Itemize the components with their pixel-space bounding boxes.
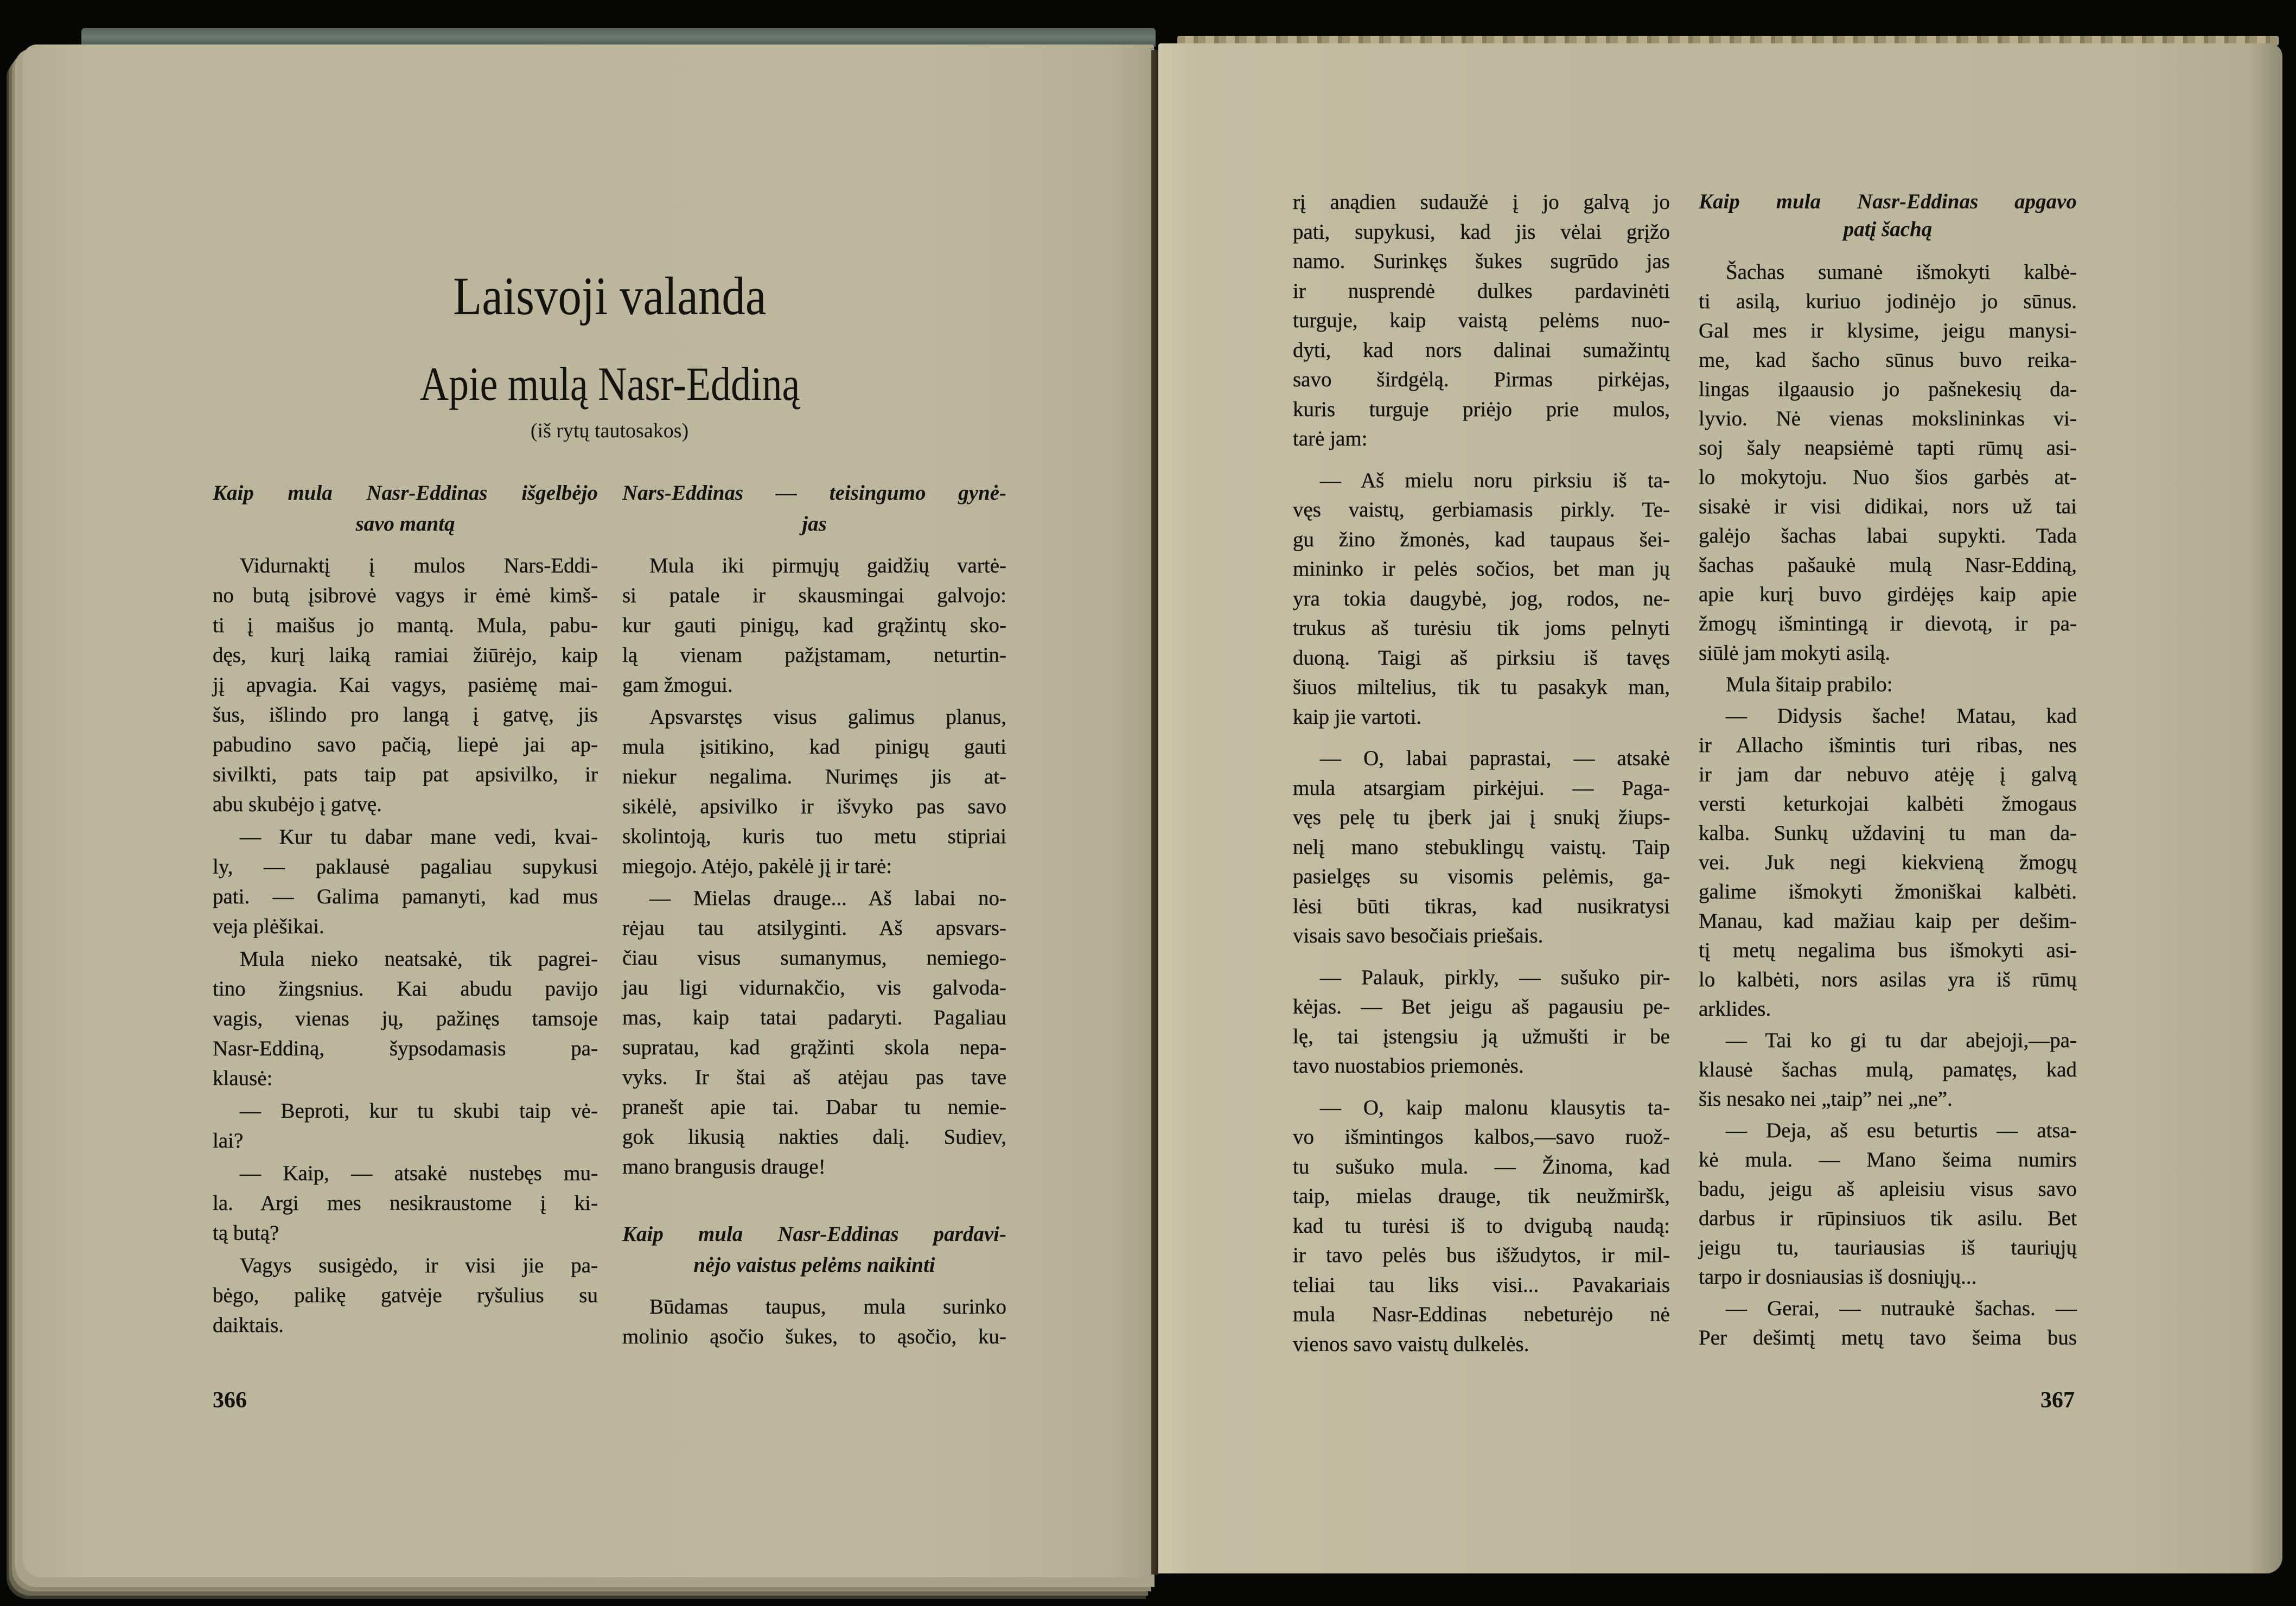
text-line: bėgo, palikę gatvėje ryšulius su bbox=[213, 1284, 598, 1307]
text-line: lingas ilgaausio jo pašnekesių da- bbox=[1699, 378, 2077, 401]
text-line: — Beproti, kur tu skubi taip vė- bbox=[240, 1099, 598, 1123]
right-page-column-1 bbox=[1293, 188, 1670, 1359]
text-line: sisakė ir visi didikai, nors už tai bbox=[1699, 495, 2077, 518]
paragraph bbox=[1699, 1026, 2077, 1114]
text-line: Šachas sumanė išmokyti kalbė- bbox=[1726, 260, 2077, 284]
paragraph bbox=[1699, 670, 2077, 699]
text-line: lo kalbėti, nors asilas yra iš rūmų bbox=[1699, 968, 2077, 991]
left-page-column-2 bbox=[622, 477, 1006, 1352]
book-cover-edge bbox=[81, 28, 1156, 47]
text-line: duoną. Taigi aš pirksiu iš tavęs bbox=[1293, 646, 1670, 670]
text-line: apie kurį buvo girdėjęs kaip apie bbox=[1699, 583, 2077, 606]
heading-line: nėjo vaistus pelėms naikinti bbox=[693, 1253, 935, 1277]
text-line: namo. Surinkęs šukes sugrūdo jas bbox=[1293, 250, 1670, 273]
text-line: si patale ir skausmingai galvojo: bbox=[622, 584, 1006, 607]
text-line: Per dešimtį metų tavo šeima bus bbox=[1699, 1326, 2077, 1349]
text-line: gu žino žmonės, kad taupaus šei- bbox=[1293, 527, 1670, 551]
story-heading bbox=[622, 1219, 1006, 1280]
text-line: daiktais. bbox=[213, 1314, 284, 1337]
text-line: arklides. bbox=[1699, 997, 1771, 1021]
text-line: no butą įsibrovė vagys ir ėmė kimš- bbox=[213, 584, 598, 607]
paragraph bbox=[1293, 1093, 1670, 1360]
text-line: mininko ir pelės sočios, bet man jų bbox=[1293, 557, 1670, 581]
paragraph bbox=[622, 883, 1006, 1182]
text-line: mula atsargiam pirkėjui. — Paga- bbox=[1293, 776, 1670, 800]
text-line: miegojo. Atėjo, pakėlė jį ir tarė: bbox=[622, 855, 892, 878]
heading-line: Kaip mula Nasr-Eddinas išgelbėjo bbox=[213, 481, 598, 505]
text-line: gam žmogui. bbox=[622, 673, 733, 697]
text-line: dyti, kad nors dalinai sumažintų bbox=[1293, 338, 1670, 362]
heading-line: savo mantą bbox=[355, 512, 455, 536]
text-line: gok likusią nakties dalį. Sudiev, bbox=[622, 1125, 1006, 1149]
text-line: mula Nasr-Eddinas nebeturėjo nė bbox=[1293, 1303, 1670, 1326]
text-line: dęs, kurį laiką ramiai žiūrėjo, kaip bbox=[213, 643, 598, 667]
text-line: kalba. Sunkų uždavinį tu man da- bbox=[1699, 821, 2077, 845]
text-line: soj šaly neapsiėmė tapti rūmų asi- bbox=[1699, 436, 2077, 460]
text-line: Vidurnaktį į mulos Nars-Eddi- bbox=[240, 554, 598, 577]
text-line: pati, supykusi, kad jis vėlai grįžo bbox=[1293, 220, 1670, 244]
text-line: vyks. Ir štai aš atėjau pas tave bbox=[622, 1066, 1006, 1089]
page-number-right: 367 bbox=[2040, 1388, 2075, 1413]
text-line: mula įsitikino, kad pinigų gauti bbox=[622, 735, 1006, 759]
text-line: ir tavo pelės bus išžudytos, ir mil- bbox=[1293, 1244, 1670, 1267]
article-title bbox=[213, 358, 1006, 411]
text-line: badu, jeigu aš apleisiu visus savo bbox=[1699, 1177, 2077, 1201]
text-line: jeigu tu, tauriausias iš tauriųjų bbox=[1699, 1236, 2077, 1259]
text-line: me, kad šacho sūnus buvo reika- bbox=[1699, 348, 2077, 372]
story-heading bbox=[213, 477, 598, 539]
book-spine bbox=[1151, 50, 1158, 1575]
text-line: šiuos miltelius, tik tu pasakyk man, bbox=[1293, 675, 1670, 699]
text-line: tarė jam: bbox=[1293, 427, 1368, 450]
text-line: trukus aš turėsiu tik joms pelnyti bbox=[1293, 616, 1670, 640]
text-line: — Mielas drauge... Aš labai no- bbox=[649, 887, 1006, 910]
text-line: Gal mes ir klysime, jeigu manysi- bbox=[1699, 319, 2077, 342]
text-line: pasielgęs su visomis pelėmis, ga- bbox=[1293, 865, 1670, 888]
text-line: — O, labai paprastai, — atsakė bbox=[1320, 747, 1670, 770]
text-line: veja plėšikai. bbox=[213, 915, 324, 938]
text-line: pati. — Galima pamanyti, kad mus bbox=[213, 885, 598, 908]
text-line: kur gauti pinigų, kad grąžintų sko- bbox=[622, 614, 1006, 637]
text-line: abu skubėjo į gatvę. bbox=[213, 793, 382, 816]
text-line: lai? bbox=[213, 1129, 244, 1152]
text-line: ti į maišus jo mantą. Mula, pabu- bbox=[213, 614, 598, 637]
text-line: lę, tai įstengsiu ją užmušti ir be bbox=[1293, 1024, 1670, 1048]
text-line: Mula iki pirmųjų gaidžių vartė- bbox=[649, 554, 1006, 577]
page-number-left: 366 bbox=[213, 1388, 247, 1413]
text-line: la. Argi mes nesikraustome į ki- bbox=[213, 1191, 598, 1215]
text-line: — Deja, aš esu beturtis — atsa- bbox=[1726, 1119, 2077, 1142]
text-line: savo širdgėlą. Pirmas pirkėjas, bbox=[1293, 368, 1670, 391]
heading-line: Nars-Eddinas — teisingumo gynė- bbox=[622, 481, 1006, 505]
text-line: tarpo ir dosniausias iš dosniųjų... bbox=[1699, 1265, 1977, 1289]
source-note bbox=[213, 420, 1006, 442]
text-line: ir jam dar nebuvo atėję į galvą bbox=[1699, 763, 2077, 786]
paragraph bbox=[213, 944, 598, 1093]
text-line: tino žingsnius. Kai abudu pavijo bbox=[213, 977, 598, 1000]
text-line: — Kur tu dabar mane vedi, kvai- bbox=[240, 825, 598, 849]
text-line: galime išmokyti žmoniškai kalbėti. bbox=[1699, 880, 2077, 903]
text-line: nelį mano stebuklingų vaistų. Taip bbox=[1293, 835, 1670, 859]
heading-line: Kaip mula Nasr-Eddinas apgavo bbox=[1699, 190, 2077, 213]
section-title-text: Laisvoji valanda bbox=[452, 266, 767, 326]
text-line: taip, mielas drauge, tik neužmiršk, bbox=[1293, 1184, 1670, 1208]
text-line: ti asilą, kuriuo jodinėjo jo sūnus. bbox=[1699, 290, 2077, 313]
text-line: Mula šitaip prabilo: bbox=[1726, 673, 1893, 696]
text-line: lėsi būti tikras, kad nusikratysi bbox=[1293, 894, 1670, 918]
section-title bbox=[213, 266, 1006, 326]
text-line: molinio ąsočio šukes, to ąsočio, ku- bbox=[622, 1325, 1006, 1348]
text-line: šis nesako nei „taip” nei „ne”. bbox=[1699, 1087, 1953, 1111]
paragraph bbox=[1293, 963, 1670, 1081]
text-line: šus, išlindo pro langą į gatvę, jis bbox=[213, 703, 598, 726]
text-line: tavo nuostabios priemonės. bbox=[1293, 1054, 1524, 1078]
right-page-column-2 bbox=[1699, 188, 2077, 1353]
text-line: vei. Juk negi kiekvieną žmogų bbox=[1699, 851, 2077, 874]
text-line: šachas pašaukė mulą Nasr-Eddiną, bbox=[1699, 553, 2077, 577]
text-line: visais savo besočiais priešais. bbox=[1293, 924, 1544, 947]
text-line: rį anądien sudaužė į jo galvą jo bbox=[1293, 190, 1670, 214]
text-line: Nasr-Eddiną, šypsodamasis pa- bbox=[213, 1037, 598, 1060]
text-line: turguje, kaip vaistą pelėms nuo- bbox=[1293, 309, 1670, 332]
text-line: Apsvarstęs visus galimus planus, bbox=[649, 705, 1006, 729]
text-line: žmogų išmintingą ir dievotą, ir pa- bbox=[1699, 612, 2077, 635]
paragraph bbox=[1699, 1294, 2077, 1353]
text-line: — Didysis šache! Matau, kad bbox=[1726, 704, 2077, 728]
text-line: siūlė jam mokyti asilą. bbox=[1699, 641, 1891, 665]
text-line: vo išmintingos kalbos,—savo ruož- bbox=[1293, 1125, 1670, 1149]
text-line: supratau, kad grąžinti skola nepa- bbox=[622, 1036, 1006, 1059]
text-line: Būdamas taupus, mula surinko bbox=[649, 1295, 1006, 1318]
text-line: vienos savo vaistų dulkelės. bbox=[1293, 1332, 1529, 1356]
text-line: Manau, kad mažiau kaip per dešim- bbox=[1699, 909, 2077, 933]
text-line: — Kaip, — atsakė nustebęs mu- bbox=[240, 1162, 598, 1185]
text-line: pabudino savo pačią, liepė jai ap- bbox=[213, 733, 598, 756]
text-line: kuris turguje priėjo prie mulos, bbox=[1293, 397, 1670, 421]
text-line: lo mokytoju. Nuo šios garbės at- bbox=[1699, 466, 2077, 489]
left-page-column-1 bbox=[213, 477, 598, 1340]
story-heading bbox=[1699, 188, 2077, 243]
text-line: sikėlė, apsivilko ir išvyko pas savo bbox=[622, 795, 1006, 818]
paragraph bbox=[213, 1251, 598, 1340]
text-line: Vagys susigėdo, ir visi jie pa- bbox=[240, 1254, 598, 1277]
text-line: — O, kaip malonu klausytis ta- bbox=[1320, 1095, 1670, 1119]
text-line: versti keturkojai kalbėti žmogaus bbox=[1699, 792, 2077, 815]
text-line: rėjau tau atsilyginti. Aš apsvars- bbox=[622, 916, 1006, 940]
text-line: klausė šachas mulą, pamatęs, kad bbox=[1699, 1058, 2077, 1081]
text-line: ir nusprendė dulkes pardavinėti bbox=[1293, 279, 1670, 303]
text-line: yra tokia daugybė, jog, rodos, ne- bbox=[1293, 587, 1670, 610]
heading-line: jas bbox=[802, 512, 827, 536]
text-line: mas, kaip tatai padaryti. Pagaliau bbox=[622, 1006, 1006, 1029]
heading-line: Kaip mula Nasr-Eddinas pardavi- bbox=[622, 1222, 1006, 1246]
text-line: lyvio. Nė vienas mokslininkas vi- bbox=[1699, 407, 2077, 430]
text-line: galėjo šachas labai supykti. Tada bbox=[1699, 524, 2077, 547]
text-line: tį metų negalima bus išmokyti asi- bbox=[1699, 939, 2077, 962]
paragraph bbox=[1293, 744, 1670, 951]
text-line: ir Allacho išmintis turi ribas, nes bbox=[1699, 734, 2077, 757]
text-line: — Aš mielu noru pirksiu iš ta- bbox=[1320, 468, 1670, 492]
text-line: jį apvagia. Kai vagys, pasiėmę mai- bbox=[213, 673, 598, 697]
story-heading bbox=[622, 477, 1006, 539]
paragraph bbox=[213, 551, 598, 819]
text-line: tu sušuko mula. — Žinoma, kad bbox=[1293, 1155, 1670, 1178]
text-line: — Tai ko gi tu dar abejoji,—pa- bbox=[1726, 1029, 2077, 1052]
paragraph bbox=[1293, 466, 1670, 732]
source-note-text: (iš rytų tautosakos) bbox=[530, 419, 689, 442]
text-line: mano brangusis drauge! bbox=[622, 1155, 826, 1178]
paragraph bbox=[622, 702, 1006, 881]
heading-line: patį šachą bbox=[1843, 218, 1933, 241]
text-line: pranešt apie tai. Dabar tu nemie- bbox=[622, 1095, 1006, 1119]
text-line: kė mula. — Mano šeima numirs bbox=[1699, 1148, 2077, 1171]
text-line: vęs pelę tu įberk jai į snukį žiups- bbox=[1293, 806, 1670, 829]
text-line: teliai tau liks visi... Pavakariais bbox=[1293, 1273, 1670, 1297]
text-line: lą vienam pažįstamam, neturtin- bbox=[622, 643, 1006, 667]
text-line: darbus ir rūpinsiuos tik asilu. Bet bbox=[1699, 1207, 2077, 1230]
text-line: ly, — paklausė pagaliau supykusi bbox=[213, 855, 598, 878]
text-line: kad tu turėsi iš to dvigubą naudą: bbox=[1293, 1214, 1670, 1238]
text-line: niekur negalima. Nurimęs jis at- bbox=[622, 765, 1006, 788]
paragraph bbox=[213, 822, 598, 941]
article-title-text: Apie mulą Nasr-Eddiną bbox=[419, 358, 800, 411]
text-line: vagis, vienas jų, pažinęs tamsoje bbox=[213, 1007, 598, 1030]
text-line: sivilkti, pats taip pat apsivilko, ir bbox=[213, 763, 598, 786]
text-line: Mula nieko neatsakė, tik pagrei- bbox=[240, 947, 598, 971]
text-line: klausė: bbox=[213, 1067, 273, 1090]
paragraph bbox=[1293, 188, 1670, 454]
paragraph bbox=[1699, 702, 2077, 1024]
text-line: kaip jie vartoti. bbox=[1293, 705, 1422, 729]
paragraph bbox=[1699, 1116, 2077, 1292]
paragraph bbox=[622, 1292, 1006, 1352]
text-line: tą butą? bbox=[213, 1221, 279, 1245]
paragraph bbox=[213, 1158, 598, 1248]
text-line: kėjas. — Bet jeigu aš pagausiu pe- bbox=[1293, 995, 1670, 1018]
text-line: vęs vaistų, gerbiamasis pirkly. Te- bbox=[1293, 498, 1670, 521]
text-line: — Palauk, pirkly, — sušuko pir- bbox=[1320, 965, 1670, 989]
text-line: čiau visus sumanymus, nemiego- bbox=[622, 946, 1006, 970]
paragraph bbox=[622, 551, 1006, 700]
text-line: skolintoją, kuris tuo metu stipriai bbox=[622, 825, 1006, 848]
paragraph bbox=[1699, 258, 2077, 668]
text-line: jau ligi vidurnakčio, vis galvoda- bbox=[622, 976, 1006, 999]
paragraph bbox=[213, 1096, 598, 1156]
text-line: — Gerai, — nutraukė šachas. — bbox=[1726, 1297, 2077, 1320]
